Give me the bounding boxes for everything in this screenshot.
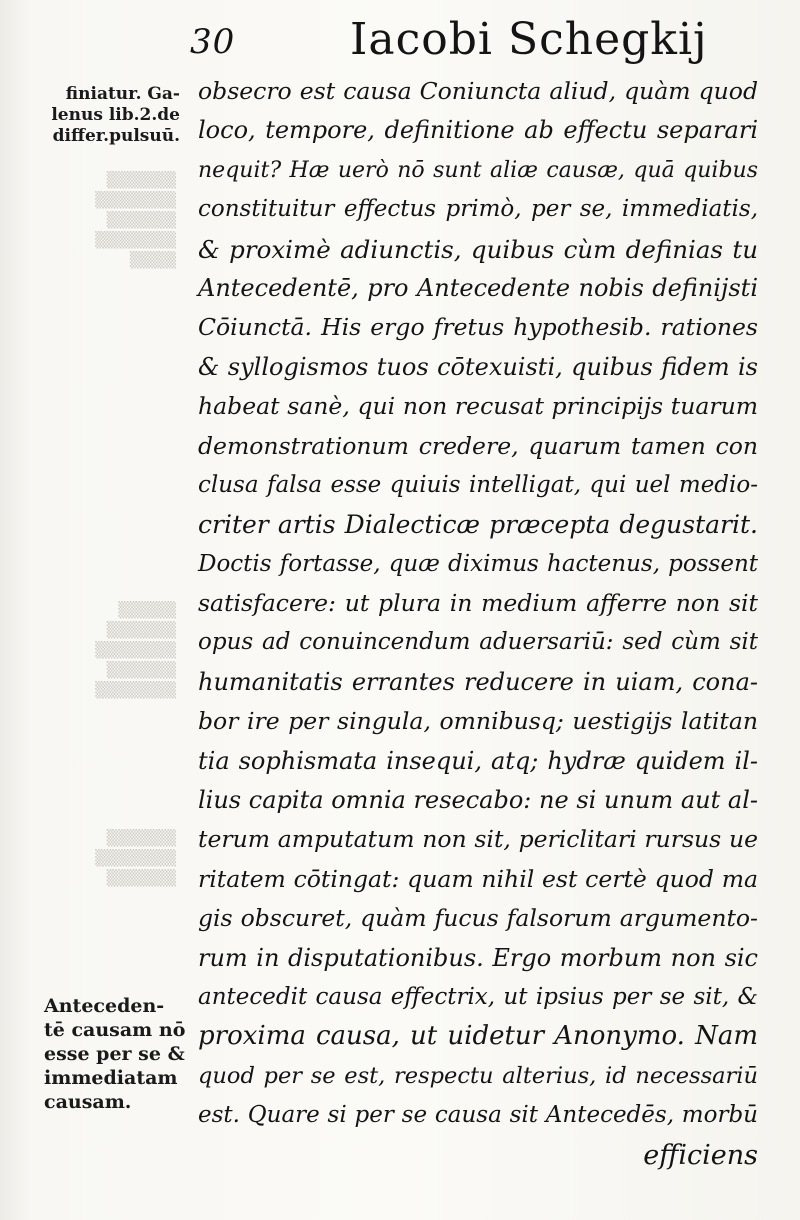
margin-note-line: immediatam	[44, 1067, 178, 1089]
text-line: habeat sanè, qui non recusat principijs tuarum	[198, 392, 758, 421]
text-line: lius capita omnia resecabo: ne si unum aut al-	[198, 786, 758, 815]
text-line: obsecro est causa Coniuncta aliud, quàm quod	[198, 77, 758, 105]
text-line: proxima causa, ut uidetur Anonymo. Nam	[198, 1021, 758, 1052]
text-line: loco, tempore, definitione ab effectu separari	[198, 116, 758, 145]
text-line: & syllogismos tuos cōtexuisti, quibus fidem is	[198, 352, 758, 381]
text-line: Antecedentē, pro Antecedente nobis definijsti	[198, 273, 758, 302]
text-line: gis obscuret, quàm fucus falsorum argumento-	[198, 904, 758, 933]
text-line: Cōiunctā. His ergo fretus hypothesib. rationes	[198, 313, 758, 342]
text-line: criter artis Dialecticæ præcepta degustarit.	[198, 510, 758, 540]
text-line: bor ire per singula, omnibusq; uestigijs latitan	[198, 707, 758, 736]
margin-note	[44, 994, 194, 1114]
text-line: rum in disputationibus. Ergo morbum non sic	[198, 943, 758, 972]
margin-note-line: differ.pulsuū.	[52, 126, 180, 146]
text-line: nequit? Hæ uerò nō sunt aliæ causæ, quā quibus	[198, 157, 758, 183]
margin-note-line: tē causam nō	[44, 1019, 186, 1041]
bleed-through-text: ▒▒▒▒▒▒ ▒▒▒▒▒▒▒ ▒▒▒▒▒▒ ▒▒▒▒▒▒▒ ▒▒▒▒	[95, 171, 176, 269]
page-number: 30	[190, 22, 236, 62]
margin-note-line: causam.	[44, 1091, 132, 1113]
text-line: satisfacere: ut plura in medium afferre non sit	[198, 589, 758, 618]
bleed-through-text: ▒▒▒▒▒ ▒▒▒▒▒▒ ▒▒▒▒▒▒▒ ▒▒▒▒▒▒ ▒▒▒▒▒▒▒	[95, 601, 176, 699]
text-line: demonstrationum credere, quarum tamen con	[198, 431, 758, 460]
margin-note	[30, 84, 180, 147]
text-line: & proximè adiunctis, quibus cùm definias tu	[198, 234, 758, 264]
text-line: quod per se est, respectu alterius, id necessariū	[198, 1062, 758, 1089]
text-line: clusa falsa esse quiuis intelligat, qui uel medio-	[198, 471, 758, 498]
text-line: tia sophismata insequi, atq; hydræ quidem il-	[198, 746, 758, 775]
catchword: efficiens	[643, 1139, 758, 1171]
margin-note-line: Anteceden-	[44, 995, 165, 1017]
text-line: constituitur effectus primò, per se, immediatis,	[198, 196, 758, 223]
running-head: Iacobi Schegkij	[350, 14, 708, 65]
text-line: terum amputatum non sit, periclitari rursus ue	[198, 825, 758, 854]
bleed-through-text: ▒▒▒▒▒▒ ▒▒▒▒▒▒▒ ▒▒▒▒▒▒	[95, 829, 176, 887]
text-line: ritatem cōtingat: quam nihil est certè quod ma	[198, 864, 758, 893]
margin-note-line: lenus lib.2.de	[51, 105, 180, 125]
page-header	[190, 8, 750, 68]
margin-note-line: finiatur. Ga-	[65, 84, 180, 104]
main-text-block	[198, 72, 758, 1175]
text-line: humanitatis errantes reducere in uiam, cona-	[198, 667, 758, 696]
text-line: opus ad conuincendum aduersariū: sed cùm sit	[198, 629, 758, 656]
margin-note-line: esse per se &	[44, 1043, 185, 1065]
text-line: Doctis fortasse, quæ diximus hactenus, possent	[198, 550, 758, 577]
text-line: antecedit causa effectrix, ut ipsius per se sit, &	[198, 983, 758, 1010]
text-line: est. Quare si per se causa sit Antecedēs, morbū	[198, 1102, 758, 1129]
